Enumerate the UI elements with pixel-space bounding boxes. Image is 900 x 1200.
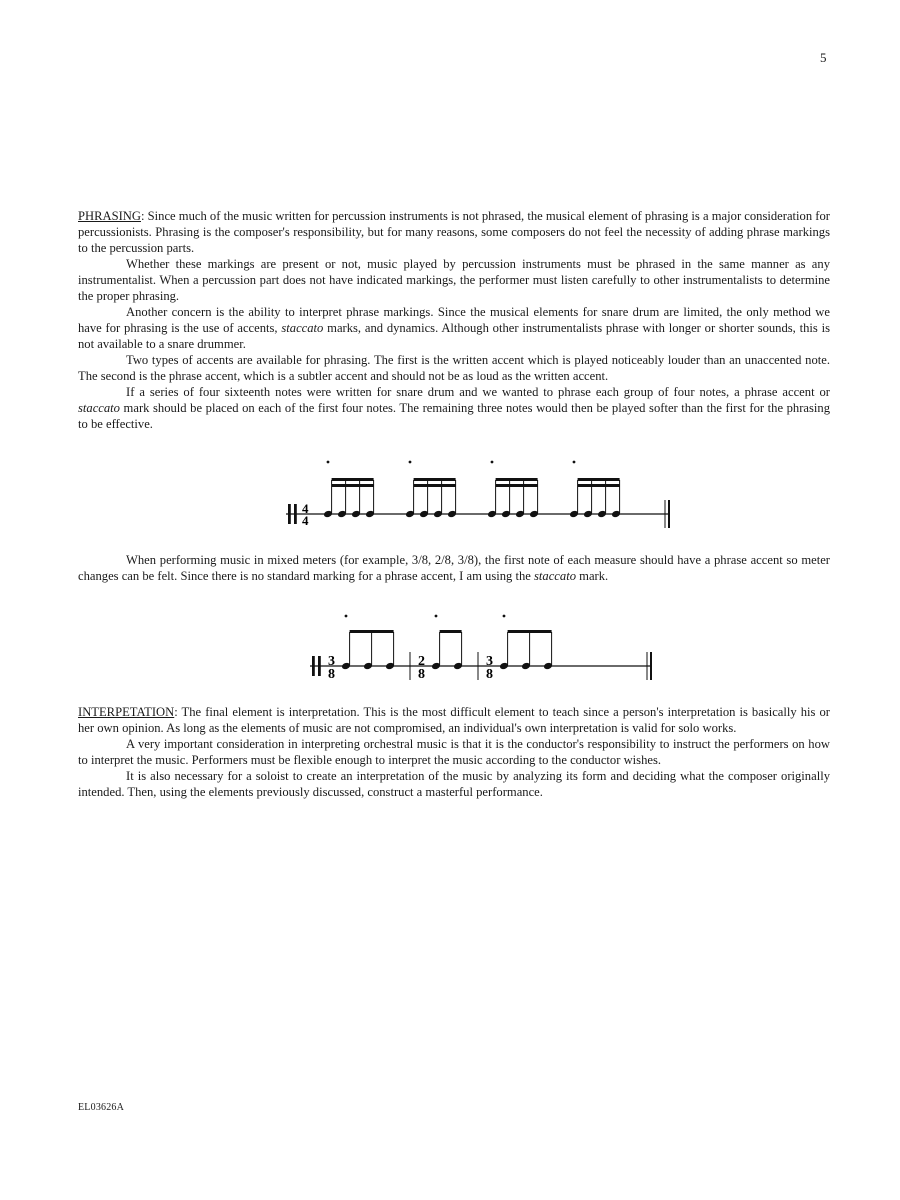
beam xyxy=(414,484,456,487)
time-signature-bottom: 8 xyxy=(328,667,335,682)
staccato-dot xyxy=(345,615,348,618)
time-signature-bottom: 8 xyxy=(418,667,425,682)
phrasing-paragraph-3 xyxy=(78,304,830,352)
staccato-italic: staccato xyxy=(534,569,576,583)
phrasing-paragraph-5 xyxy=(78,384,830,432)
phrasing-text-5b: mark should be placed on each of the first four notes. The remaining three notes would then be played softer than the first for the phrasing to be effective. xyxy=(78,401,830,431)
measures xyxy=(328,615,553,682)
beam xyxy=(440,630,462,633)
percussion-clef-left xyxy=(288,504,291,524)
phrasing-paragraph-4: Two types of accents are available for phrasing. The first is the written accent which is played noticeably louder than an unaccented note. The second is the phrase accent, which is a subtler accent and should not be as loud as the written accent. xyxy=(78,353,830,383)
phrasing-text-5a: If a series of four sixteenth notes were written for snare drum and we wanted to phrase each group of four notes, a phrase accent or xyxy=(126,385,830,399)
beam xyxy=(508,630,552,633)
page-number: 5 xyxy=(820,50,827,65)
phrasing-text-1: : Since much of the music written for percussion instruments is not phrased, the musical element of phrasing is a major consideration for percussionists. Phrasing is the composer's responsibility, but for many reasons, some composers do not feel the necessity of adding phrase markings to the percussion parts. xyxy=(78,209,830,255)
music-example-sixteenths xyxy=(78,432,830,552)
footer-code: EL03626A xyxy=(78,1102,125,1113)
beam xyxy=(578,478,620,481)
phrasing-paragraph-2: Whether these markings are present or not, music played by percussion instruments must be phrased in the same manner as any instrumentalist. When a percussion part does not have indicated markings, the performer must listen carefully to other instrumentalists to determine the proper phrasing. xyxy=(78,257,830,303)
staccato-dot xyxy=(503,615,506,618)
staccato-dot xyxy=(435,615,438,618)
time-signature-top: 3 xyxy=(328,654,335,669)
time-signature-bottom: 4 xyxy=(302,513,309,528)
time-signature-top: 4 xyxy=(302,501,309,516)
phrasing-heading: PHRASING xyxy=(78,209,141,223)
beam xyxy=(332,478,374,481)
beam xyxy=(414,478,456,481)
staccato-dot xyxy=(491,461,494,464)
mixed-meter-staff xyxy=(78,584,830,704)
phrasing-text-3a: Another concern is the ability to interpret phrase markings. Since the musical elements for snare drum are limited, the only method we have for phrasing is the use of accents, xyxy=(78,305,830,335)
staccato-italic: staccato xyxy=(78,401,120,415)
time-signature-top: 3 xyxy=(486,654,493,669)
interpretation-paragraph-3: It is also necessary for a soloist to create an interpretation of the music by analyzing its form and deciding what the composer originally intended. Then, using the elements previously discussed, construct a masterful performance. xyxy=(78,769,830,799)
beam xyxy=(332,484,374,487)
phrasing-paragraph-1 xyxy=(78,208,830,256)
staccato-dot xyxy=(327,461,330,464)
music-example-mixed-meters xyxy=(78,584,830,704)
staccato-dot xyxy=(573,461,576,464)
interpretation-paragraph-1 xyxy=(78,704,830,736)
interpretation-heading: INTERPETATION xyxy=(78,705,175,719)
phrasing-text-6b: mark. xyxy=(576,569,609,583)
staccato-dot xyxy=(409,461,412,464)
beam xyxy=(350,630,394,633)
beam xyxy=(496,484,538,487)
note-groups xyxy=(323,461,621,519)
page-body xyxy=(78,208,830,800)
percussion-clef-left xyxy=(312,656,315,676)
beam xyxy=(496,478,538,481)
phrasing-paragraph-6 xyxy=(78,552,830,584)
time-signature-bottom: 8 xyxy=(486,667,493,682)
percussion-clef-right xyxy=(318,656,321,676)
time-signature-top: 2 xyxy=(418,654,425,669)
phrasing-text-3b: marks, and dynamics. Although other instrumentalists phrase with longer or shorter sounds, this is not available to a snare drummer. xyxy=(78,321,830,351)
sixteenth-note-staff xyxy=(78,432,830,552)
interpretation-paragraph-2: A very important consideration in interpreting orchestral music is that it is the conductor's responsibility to instruct the performers on how to interpret the music. Performers must be flexible enough to interpret the music according to the conductor wishes. xyxy=(78,737,830,767)
beam xyxy=(578,484,620,487)
staccato-italic: staccato xyxy=(281,321,324,335)
percussion-clef-right xyxy=(294,504,297,524)
interpretation-text-1: : The final element is interpretation. This is the most difficult element to teach since a person's interpretation is basically his or her own opinion. As long as the elements of music are not compromised, an individual's own interpretation is valid for solo works. xyxy=(78,705,830,735)
phrasing-text-6a: When performing music in mixed meters (for example, 3/8, 2/8, 3/8), the first note of each measure should have a phrase accent so meter changes can be felt. Since there is no standard marking for a phrase accent, I am using the xyxy=(78,553,830,583)
